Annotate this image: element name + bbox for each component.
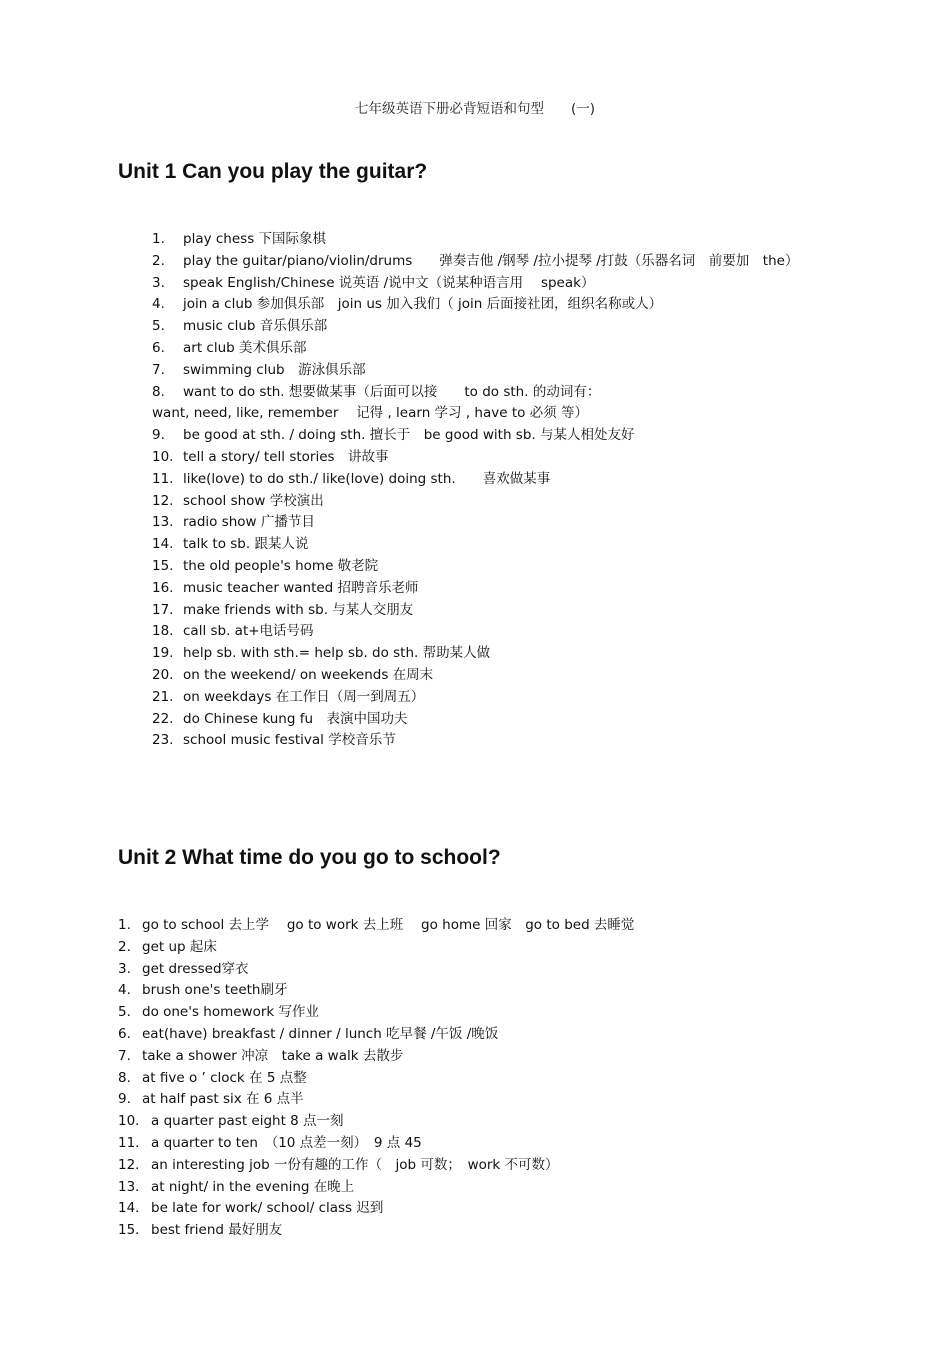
list-item (118, 1177, 918, 1199)
list-item (152, 643, 932, 665)
list-item (152, 382, 932, 404)
list-item (152, 403, 932, 425)
item-number: 11. (152, 470, 174, 487)
item-number: 2. (118, 938, 131, 955)
item-text: school music festival 学校音乐节 (183, 732, 396, 749)
item-number: 21. (152, 688, 174, 705)
list-item (118, 1111, 918, 1133)
item-number: 10． (118, 1113, 149, 1130)
item-number: 10. (152, 448, 174, 465)
item-number: 15. (152, 557, 174, 574)
list-item (118, 1198, 918, 1220)
item-text: a quarter to ten （10 点差一刻） 9 点 45 (151, 1134, 422, 1151)
list-item (118, 1002, 918, 1024)
item-text: on weekdays 在工作日（周一到周五） (183, 688, 425, 705)
item-number: 13. (152, 514, 174, 531)
item-text: speak English/Chinese 说英语 /说中文（说某种语言用 speak） (183, 274, 595, 291)
list-item (152, 556, 932, 578)
item-number: 6. (118, 1025, 131, 1042)
list-item (118, 1089, 918, 1111)
item-text: at five o ’ clock 在 5 点整 (142, 1069, 307, 1086)
list-item (152, 338, 932, 360)
list-item (118, 1046, 918, 1068)
item-number: 2. (152, 252, 165, 269)
item-text: an interesting job 一份有趣的工作（ job 可数； work 不可数） (151, 1156, 559, 1173)
list-item (152, 665, 932, 687)
page-title: 七年级英语下册必背短语和句型 (一) (354, 101, 596, 117)
list-item (118, 1155, 918, 1177)
list-item (118, 959, 918, 981)
item-number: 5. (118, 1004, 131, 1021)
item-number: 14. (152, 536, 174, 553)
item-text: be good at sth. / doing sth. 擅长于 be good with sb. 与某人相处友好 (183, 427, 635, 444)
list-item (152, 469, 932, 491)
list-item (152, 534, 932, 556)
list-item (152, 730, 932, 752)
item-number: 7. (118, 1047, 131, 1064)
item-number: 9. (152, 427, 165, 444)
unit-1-phrase-list (152, 229, 932, 752)
item-text: go to school 去上学 go to work 去上班 go home 回家 go to bed 去睡觉 (142, 917, 635, 933)
list-item (152, 600, 932, 622)
list-item (152, 447, 932, 469)
item-number: 8. (152, 383, 165, 400)
item-text: be late for work/ school/ class 迟到 (151, 1200, 384, 1217)
item-text: do Chinese kung fu 表演中国功夫 (183, 710, 408, 727)
item-number: 23. (152, 732, 174, 749)
unit-1-heading: Unit 1 Can you play the guitar? (118, 160, 428, 183)
list-item (118, 980, 918, 1002)
list-item (152, 273, 932, 295)
item-text: get up 起床 (142, 938, 217, 955)
list-item (118, 1133, 918, 1155)
list-item (118, 1024, 918, 1046)
item-text: art club 美术俱乐部 (183, 339, 307, 356)
item-text: swimming club 游泳俱乐部 (183, 361, 366, 378)
item-text: eat(have) breakfast / dinner / lunch 吃早餐 /午饭 /晚饭 (142, 1025, 499, 1042)
item-number: 14． (118, 1200, 149, 1217)
list-item (152, 251, 932, 273)
list-item (152, 425, 932, 447)
item-text: join a club 参加俱乐部 join us 加入我们（ join 后面接社团，组织名称或人） (183, 296, 663, 313)
item-number: 11． (118, 1134, 149, 1151)
item-text: radio show 广播节目 (183, 514, 315, 531)
item-text: best friend 最好朋友 (151, 1222, 283, 1239)
item-text: do one's homework 写作业 (142, 1004, 320, 1021)
item-number: 12. (152, 492, 174, 509)
list-item (152, 360, 932, 382)
list-item (118, 1068, 918, 1090)
item-number: 4. (118, 982, 131, 999)
item-text: like(love) to do sth./ like(love) doing sth. 喜欢做某事 (183, 470, 551, 487)
unit-2-heading: Unit 2 What time do you go to school? (118, 846, 501, 869)
item-number: 9. (118, 1091, 131, 1108)
item-text: want, need, like, remember 记得 , learn 学习 , have to 必须 等） (152, 405, 588, 422)
list-item (152, 294, 932, 316)
item-text: at half past six 在 6 点半 (142, 1091, 304, 1108)
item-number: 12． (118, 1156, 149, 1173)
item-number: 1. (118, 917, 131, 933)
item-number: 3. (118, 960, 131, 977)
list-item (152, 687, 932, 709)
item-text: get dressed穿衣 (142, 960, 249, 977)
list-item (152, 709, 932, 731)
item-text: a quarter past eight 8 点一刻 (151, 1113, 344, 1130)
list-item (152, 512, 932, 534)
list-item (152, 316, 932, 338)
item-text: music club 音乐俱乐部 (183, 318, 328, 335)
item-text: on the weekend/ on weekends 在周末 (183, 666, 434, 683)
list-item (152, 621, 932, 643)
item-text: take a shower 冲凉 take a walk 去散步 (142, 1047, 404, 1064)
item-text: school show 学校演出 (183, 492, 324, 509)
item-text: music teacher wanted 招聘音乐老师 (183, 579, 419, 596)
unit-2-phrase-list (118, 915, 918, 1242)
list-item (152, 491, 932, 513)
item-text: make friends with sb. 与某人交朋友 (183, 601, 414, 618)
item-text: talk to sb. 跟某人说 (183, 536, 309, 553)
item-number: 22. (152, 710, 174, 727)
item-number: 19. (152, 645, 174, 662)
item-text: call sb. at+电话号码 (183, 623, 314, 640)
list-item (118, 937, 918, 959)
item-text: the old people's home 敬老院 (183, 557, 379, 574)
item-number: 7. (152, 361, 165, 378)
item-text: tell a story/ tell stories 讲故事 (183, 448, 389, 465)
item-number: 3. (152, 274, 165, 291)
item-number: 15． (118, 1222, 149, 1239)
item-number: 5. (152, 318, 165, 335)
list-item (118, 915, 918, 937)
item-number: 13． (118, 1178, 149, 1195)
item-number: 20. (152, 666, 174, 683)
list-item (152, 229, 932, 251)
list-item (152, 578, 932, 600)
item-number: 8. (118, 1069, 131, 1086)
item-text: help sb. with sth.= help sb. do sth. 帮助某人做 (183, 645, 491, 662)
item-number: 16. (152, 579, 174, 596)
item-text: play chess 下国际象棋 (183, 231, 327, 247)
item-number: 4. (152, 296, 165, 313)
item-text: at night/ in the evening 在晚上 (151, 1178, 355, 1195)
item-text: play the guitar/piano/violin/drums 弹奏吉他 /钢琴 /拉小提琴 /打鼓（乐器名词 前要加 the） (183, 252, 799, 269)
item-number: 17. (152, 601, 174, 618)
list-item (118, 1220, 918, 1242)
item-number: 1. (152, 231, 165, 247)
item-text: brush one's teeth刷牙 (142, 982, 288, 999)
item-number: 18. (152, 623, 174, 640)
item-number: 6. (152, 339, 165, 356)
item-text: want to do sth. 想要做某事（后面可以接 to do sth. 的动词有： (183, 383, 601, 400)
